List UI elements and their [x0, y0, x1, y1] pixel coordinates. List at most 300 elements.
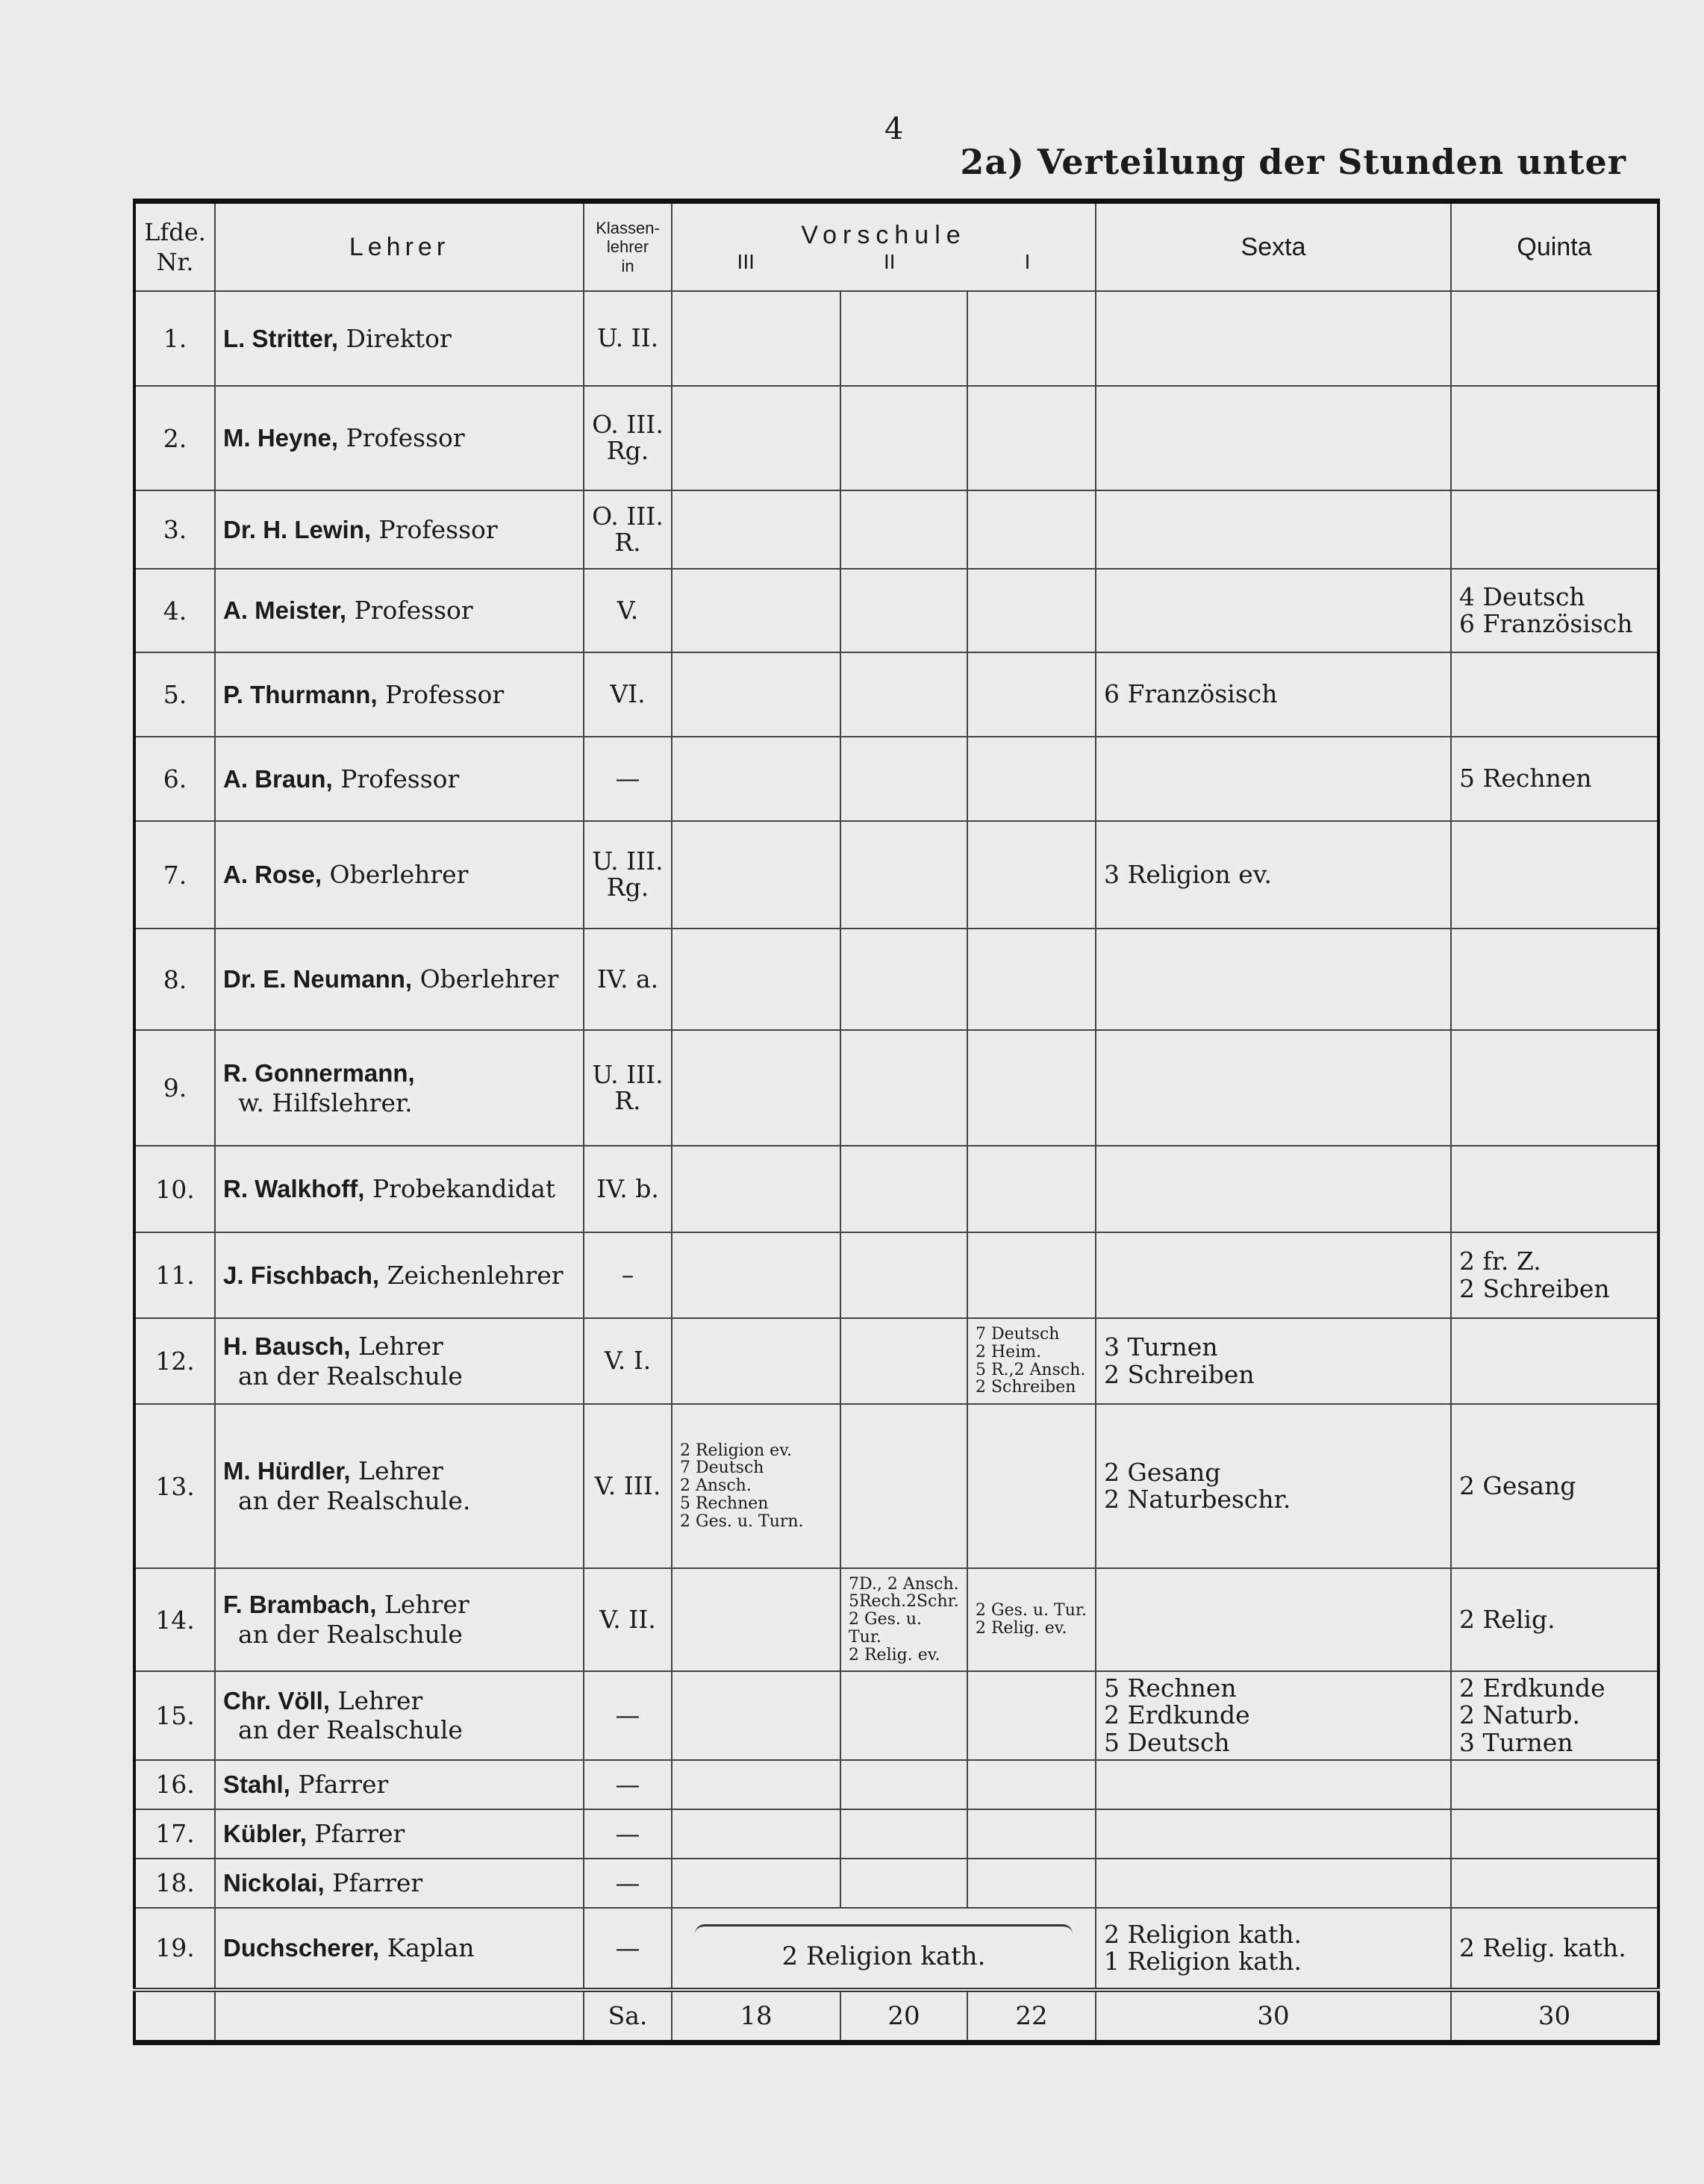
vorschule-iii-cell [672, 1318, 840, 1404]
vorschule-iii-cell [672, 821, 840, 929]
teacher-cell [215, 1030, 584, 1146]
teacher-title: Lehrer [358, 1331, 443, 1361]
teacher-title-line2: an der Realschule [238, 1620, 463, 1649]
col-kl-line2: lehrer [606, 237, 649, 257]
cell-line: 2 Naturbeschr. [1104, 1485, 1291, 1514]
table-row [134, 1908, 1658, 1990]
vorschule-i-cell [967, 1760, 1096, 1809]
row-number: 7. [134, 821, 215, 929]
klassenlehrer-cell [584, 1404, 672, 1568]
teacher-cell [215, 1404, 584, 1568]
teacher-name: Chr. Völl, [223, 1686, 331, 1715]
quinta-cell [1451, 821, 1658, 929]
klassenlehrer-cell [584, 929, 672, 1030]
sum-sexta: 30 [1096, 1990, 1451, 2043]
cell-line: Rg. [606, 873, 649, 902]
bracket [695, 1924, 1073, 1934]
vorschule-iii-cell [672, 737, 840, 821]
quinta-cell [1451, 1030, 1658, 1146]
vorschule-iii-cell [672, 1809, 840, 1859]
sexta-cell [1096, 291, 1451, 386]
cell-line: 3 Religion ev. [1104, 859, 1273, 889]
row-number: 3. [134, 490, 215, 569]
table-row [134, 1568, 1658, 1671]
table-row [134, 1671, 1658, 1760]
sexta-cell [1096, 652, 1451, 737]
vorschule-i-cell [967, 1404, 1096, 1568]
vorschule-i-cell [967, 386, 1096, 490]
cell-line: V. I. [604, 1346, 652, 1376]
cell-line: 6 Französisch [1104, 679, 1278, 709]
cell-line: 5 Rechnen [680, 1494, 769, 1513]
cell-line: — [615, 1868, 640, 1897]
teacher-title: Direktor [346, 323, 452, 353]
vorschule-ii-cell [840, 1671, 967, 1760]
row-number: 16. [134, 1760, 215, 1809]
cell-line: 2 Ges. u. Turn. [680, 1511, 804, 1531]
vorschule-ii-cell [840, 1232, 967, 1318]
row-number: 11. [134, 1232, 215, 1318]
teacher-name: J. Fischbach, [223, 1261, 380, 1289]
cell-line: 1 Religion kath. [1104, 1946, 1302, 1976]
cell-line: 2 Ansch. [680, 1476, 752, 1496]
cell-line: — [615, 1700, 640, 1730]
cell-line: 3 Turnen [1459, 1727, 1573, 1757]
cell-line: — [615, 1818, 640, 1848]
row-number: 13. [134, 1404, 215, 1568]
teacher-title: Pfarrer [332, 1868, 423, 1898]
teacher-title: Probekandidat [372, 1174, 556, 1204]
vorschule-iii-cell [672, 490, 840, 569]
quinta-cell [1451, 1671, 1658, 1760]
teacher-name: R. Walkhoff, [223, 1175, 365, 1203]
klassenlehrer-cell [584, 386, 672, 490]
row-number: 19. [134, 1908, 215, 1990]
vorschule-iii-cell [672, 1671, 840, 1760]
cell-line: 2 Religion ev. [680, 1441, 793, 1460]
cell-line: 5Rech.2Schr. [849, 1592, 959, 1612]
row-number: 9. [134, 1030, 215, 1146]
vorschule-iii-cell [672, 1760, 840, 1809]
page-number: 4 [884, 112, 904, 146]
col-vorschule-iii: III [737, 249, 755, 273]
vorschule-i-cell [967, 490, 1096, 569]
vorschule-iii-cell [672, 1232, 840, 1318]
klassenlehrer-cell [584, 652, 672, 737]
klassenlehrer-cell [584, 1809, 672, 1859]
cell-line: R. [614, 527, 641, 557]
vorschule-iii-cell [672, 929, 840, 1030]
vorschule-ii-cell [840, 1809, 967, 1859]
cell-line: 2 Relig. ev. [976, 1619, 1067, 1638]
row-number: 17. [134, 1809, 215, 1859]
sum-empty [215, 1990, 584, 2043]
quinta-cell [1451, 929, 1658, 1030]
table-row [134, 1404, 1658, 1568]
cell-line: IV. b. [596, 1173, 659, 1203]
vorschule-i-cell [967, 821, 1096, 929]
teacher-cell [215, 291, 584, 386]
vorschule-ii-cell [840, 929, 967, 1030]
cell-line: 2 Naturb. [1459, 1700, 1580, 1730]
col-nr-line1: Lfde. [144, 218, 206, 246]
cell-line: IV. a. [596, 964, 659, 993]
cell-line: 2 Erdkunde [1459, 1673, 1605, 1703]
cell-line: 2 Gesang [1459, 1470, 1576, 1500]
vorschule-ii-cell [840, 1404, 967, 1568]
sum-vorschule-i: 22 [967, 1990, 1096, 2043]
teacher-name: A. Meister, [223, 596, 347, 625]
cell-line: VI. [610, 679, 646, 709]
vorschule-i-cell [967, 1318, 1096, 1404]
vorschule-iii-cell [672, 1030, 840, 1146]
teacher-name: F. Brambach, [223, 1591, 377, 1619]
table-row [134, 1030, 1658, 1146]
cell-line: O. III. [592, 501, 664, 531]
sexta-cell [1096, 1030, 1451, 1146]
teacher-title: Professor [354, 596, 473, 625]
sexta-cell [1096, 821, 1451, 929]
teacher-cell [215, 386, 584, 490]
vorschule-i-cell [967, 569, 1096, 652]
teacher-name: R. Gonnermann, [223, 1058, 415, 1087]
teacher-name: Kübler, [223, 1820, 307, 1848]
cell-line: 7 Deutsch [680, 1458, 764, 1478]
teacher-title-line2: an der Realschule [238, 1361, 463, 1391]
teacher-title: Pfarrer [298, 1770, 389, 1800]
vorschule-i-cell [967, 1568, 1096, 1671]
vorschule-iii-cell [672, 652, 840, 737]
quinta-cell [1451, 1232, 1658, 1318]
sexta-cell [1096, 1318, 1451, 1404]
teacher-title: Kaplan [387, 1933, 475, 1963]
table-body [134, 291, 1658, 2042]
col-vorschule-ii: II [884, 249, 896, 273]
teacher-title: Professor [346, 423, 465, 453]
table-row [134, 291, 1658, 386]
table-row [134, 1809, 1658, 1859]
vorschule-ii-cell [840, 1760, 967, 1809]
sexta-cell [1096, 1671, 1451, 1760]
cell-line: 2 Ges. u. Tur. [849, 1610, 923, 1647]
quinta-cell [1451, 1146, 1658, 1232]
col-kl-line1: Klassen- [596, 219, 660, 238]
teacher-cell [215, 1146, 584, 1232]
teacher-name: L. Stritter, [223, 324, 339, 352]
vorschule-i-cell [967, 1859, 1096, 1908]
vorschule-subcols [672, 250, 1095, 274]
cell-line: 2 Gesang [1104, 1457, 1221, 1487]
teacher-name: Duchscherer, [223, 1934, 380, 1962]
teacher-cell [215, 737, 584, 821]
teacher-name: Nickolai, [223, 1869, 325, 1897]
vorschule-ii-cell [840, 1030, 967, 1146]
klassenlehrer-cell [584, 737, 672, 821]
sexta-cell [1096, 737, 1451, 821]
vorschule-iii-cell [672, 1568, 840, 1671]
cell-line: 2 Erdkunde [1104, 1700, 1250, 1730]
cell-line: U. III. [592, 846, 664, 876]
col-klassenlehrer [584, 202, 672, 292]
teacher-name: H. Bausch, [223, 1332, 351, 1360]
vorschule-ii-cell [840, 291, 967, 386]
col-quinta: Quinta [1451, 202, 1658, 292]
vorschule-i-cell [967, 1809, 1096, 1859]
vorschule-iii-cell [672, 1404, 840, 1568]
col-lehrer-label: Lehrer [349, 232, 450, 261]
quinta-cell [1451, 1760, 1658, 1809]
teacher-title: Pfarrer [314, 1819, 405, 1849]
teacher-name: M. Hürdler, [223, 1457, 351, 1485]
col-nr [134, 202, 215, 292]
teacher-cell [215, 569, 584, 652]
quinta-cell [1451, 1568, 1658, 1671]
klassenlehrer-cell [584, 1030, 672, 1146]
sexta-cell [1096, 386, 1451, 490]
sum-quinta: 30 [1451, 1990, 1658, 2043]
teacher-cell [215, 1671, 584, 1760]
sexta-cell [1096, 1760, 1451, 1809]
cell-line: U. II. [596, 323, 659, 353]
row-number: 14. [134, 1568, 215, 1671]
klassenlehrer-cell [584, 569, 672, 652]
teacher-title: Professor [385, 679, 505, 709]
quinta-cell [1451, 1318, 1658, 1404]
quinta-cell [1451, 1859, 1658, 1908]
header-row [134, 202, 1658, 292]
teacher-cell [215, 1568, 584, 1671]
col-vorschule-label: Vorschule [801, 220, 967, 249]
cell-line: 3 Turnen [1104, 1332, 1218, 1362]
cell-line: 5 Deutsch [1104, 1727, 1230, 1757]
vorschule-i-cell [967, 1232, 1096, 1318]
sum-empty [134, 1990, 215, 2043]
sexta-cell [1096, 1568, 1451, 1671]
vorschule-i-cell [967, 929, 1096, 1030]
cell-line: 2 fr. Z. [1459, 1247, 1541, 1276]
cell-line: 6 Französisch [1459, 609, 1633, 638]
sexta-cell [1096, 929, 1451, 1030]
col-nr-line2: Nr. [156, 248, 194, 276]
teacher-cell [215, 1318, 584, 1404]
table-row [134, 1318, 1658, 1404]
vorschule-iii-cell [672, 569, 840, 652]
cell-line: 2 Religion kath. [781, 1941, 986, 1972]
cell-line: 2 Heim. [976, 1342, 1042, 1361]
quinta-cell [1451, 490, 1658, 569]
cell-line: 7D., 2 Ansch. [849, 1574, 959, 1594]
teacher-name: A. Rose, [223, 861, 322, 889]
vorschule-ii-cell [840, 386, 967, 490]
sexta-cell [1096, 1809, 1451, 1859]
teacher-name: P. Thurmann, [223, 680, 378, 708]
cell-line: U. III. [592, 1059, 664, 1089]
quinta-cell [1451, 1809, 1658, 1859]
col-vorschule [672, 202, 1096, 292]
table-row [134, 386, 1658, 490]
vorschule-i-cell [967, 652, 1096, 737]
row-number: 8. [134, 929, 215, 1030]
quinta-cell [1451, 569, 1658, 652]
teacher-name: Dr. E. Neumann, [223, 965, 413, 993]
teacher-cell [215, 490, 584, 569]
cell-line: 2 Schreiben [1104, 1359, 1255, 1389]
teacher-name: Stahl, [223, 1770, 290, 1799]
vorschule-i-cell [967, 1030, 1096, 1146]
vorschule-i-cell [967, 1146, 1096, 1232]
teacher-title: Professor [378, 514, 498, 544]
cell-line: 2 Ges. u. Tur. [976, 1601, 1087, 1620]
row-number: 6. [134, 737, 215, 821]
sexta-cell [1096, 1232, 1451, 1318]
sum-vorschule-iii: 18 [672, 1990, 840, 2043]
col-vorschule-i: I [1024, 249, 1031, 273]
row-number: 18. [134, 1859, 215, 1908]
cell-line: 7 Deutsch [976, 1325, 1060, 1344]
sexta-cell [1096, 1908, 1451, 1990]
klassenlehrer-cell [584, 291, 672, 386]
table-row [134, 490, 1658, 569]
vorschule-ii-cell [840, 1568, 967, 1671]
quinta-cell [1451, 652, 1658, 737]
quinta-cell: 2 Relig. kath. [1451, 1908, 1658, 1990]
vorschule-iii-cell [672, 291, 840, 386]
klassenlehrer-cell [584, 1232, 672, 1318]
table-row [134, 1232, 1658, 1318]
teacher-title: Oberlehrer [329, 860, 469, 890]
row-number: 1. [134, 291, 215, 386]
klassenlehrer-cell [584, 1318, 672, 1404]
quinta-cell [1451, 1404, 1658, 1568]
cell-line: 2 Relig. ev. [849, 1645, 940, 1664]
teacher-name: A. Braun, [223, 764, 333, 793]
vorschule-ii-cell [840, 737, 967, 821]
klassenlehrer-cell [584, 1859, 672, 1908]
sexta-cell [1096, 1404, 1451, 1568]
teacher-name: M. Heyne, [223, 424, 339, 452]
col-lehrer [215, 202, 584, 292]
teacher-cell [215, 1859, 584, 1908]
teacher-name: Dr. H. Lewin, [223, 515, 372, 543]
sum-label: Sa. [584, 1990, 672, 2043]
cell-line: – [621, 1260, 634, 1290]
sexta-cell [1096, 490, 1451, 569]
cell-line: V. [617, 595, 639, 625]
cell-line: — [615, 764, 640, 793]
sexta-cell [1096, 569, 1451, 652]
klassenlehrer-cell [584, 1146, 672, 1232]
cell-line: 2 Religion kath. [1104, 1919, 1302, 1949]
teacher-cell [215, 1760, 584, 1809]
row-number: 5. [134, 652, 215, 737]
teacher-cell [215, 821, 584, 929]
cell-line: 2 Schreiben [1459, 1273, 1610, 1303]
cell-line: 4 Deutsch [1459, 581, 1585, 611]
vorschule-iii-cell [672, 386, 840, 490]
teacher-title: Lehrer [384, 1590, 469, 1620]
teacher-title: Lehrer [337, 1685, 423, 1715]
cell-line: 2 Schreiben [976, 1378, 1076, 1397]
cell-line: 2 Relig. [1459, 1604, 1555, 1634]
teacher-title: Professor [340, 764, 460, 793]
klassenlehrer-cell [584, 490, 672, 569]
cell-line: R. [614, 1085, 641, 1115]
teacher-cell [215, 1908, 584, 1990]
cell-line: Rg. [606, 436, 649, 465]
sexta-cell [1096, 1859, 1451, 1908]
teacher-cell [215, 1232, 584, 1318]
vorschule-ii-cell [840, 1146, 967, 1232]
teacher-title: Lehrer [358, 1456, 443, 1486]
vorschule-ii-cell [840, 490, 967, 569]
vorschule-ii-cell [840, 821, 967, 929]
quinta-cell [1451, 291, 1658, 386]
teacher-title-line2: w. Hilfslehrer. [238, 1088, 413, 1117]
sum-row [134, 1990, 1658, 2043]
vorschule-iii-cell [672, 1146, 840, 1232]
vorschule-merged-cell [672, 1908, 1096, 1990]
sexta-cell [1096, 1146, 1451, 1232]
teacher-title-line2: an der Realschule. [238, 1486, 471, 1515]
vorschule-ii-cell [840, 1318, 967, 1404]
vorschule-ii-cell [840, 652, 967, 737]
cell-line: 5 R.,2 Ansch. [976, 1360, 1086, 1379]
table-row [134, 1146, 1658, 1232]
quinta-cell [1451, 386, 1658, 490]
cell-line: — [615, 1769, 640, 1799]
teacher-cell [215, 929, 584, 1030]
table-row [134, 737, 1658, 821]
quinta-cell [1451, 737, 1658, 821]
vorschule-i-cell [967, 291, 1096, 386]
sum-vorschule-ii: 20 [840, 1990, 967, 2043]
page-heading: 2a) Verteilung der Stunden unter [960, 142, 1626, 182]
table-row [134, 821, 1658, 929]
cell-line: O. III. [592, 410, 664, 440]
teacher-cell [215, 652, 584, 737]
klassenlehrer-cell [584, 1671, 672, 1760]
klassenlehrer-cell: — [584, 1908, 672, 1990]
table-row [134, 652, 1658, 737]
klassenlehrer-cell [584, 1760, 672, 1809]
teacher-title: Zeichenlehrer [387, 1260, 564, 1290]
table-row [134, 1760, 1658, 1809]
row-number: 10. [134, 1146, 215, 1232]
row-number: 15. [134, 1671, 215, 1760]
vorschule-i-cell [967, 737, 1096, 821]
vorschule-ii-cell [840, 1859, 967, 1908]
teacher-hours-table [133, 199, 1660, 2045]
vorschule-iii-cell [672, 1859, 840, 1908]
vorschule-i-cell [967, 1671, 1096, 1760]
cell-line: 5 Rechnen [1104, 1673, 1237, 1703]
row-number: 2. [134, 386, 215, 490]
klassenlehrer-cell [584, 821, 672, 929]
table-row [134, 569, 1658, 652]
teacher-title: Oberlehrer [419, 964, 559, 994]
klassenlehrer-cell [584, 1568, 672, 1671]
row-number: 4. [134, 569, 215, 652]
cell-line: V. II. [599, 1604, 656, 1634]
cell-line: V. III. [594, 1470, 661, 1500]
table-row [134, 929, 1658, 1030]
row-number: 12. [134, 1318, 215, 1404]
col-kl-line3: in [621, 256, 634, 275]
cell-line: 5 Rechnen [1459, 764, 1592, 793]
col-sexta: Sexta [1096, 202, 1451, 292]
teacher-title-line2: an der Realschule [238, 1715, 463, 1745]
teacher-cell [215, 1809, 584, 1859]
